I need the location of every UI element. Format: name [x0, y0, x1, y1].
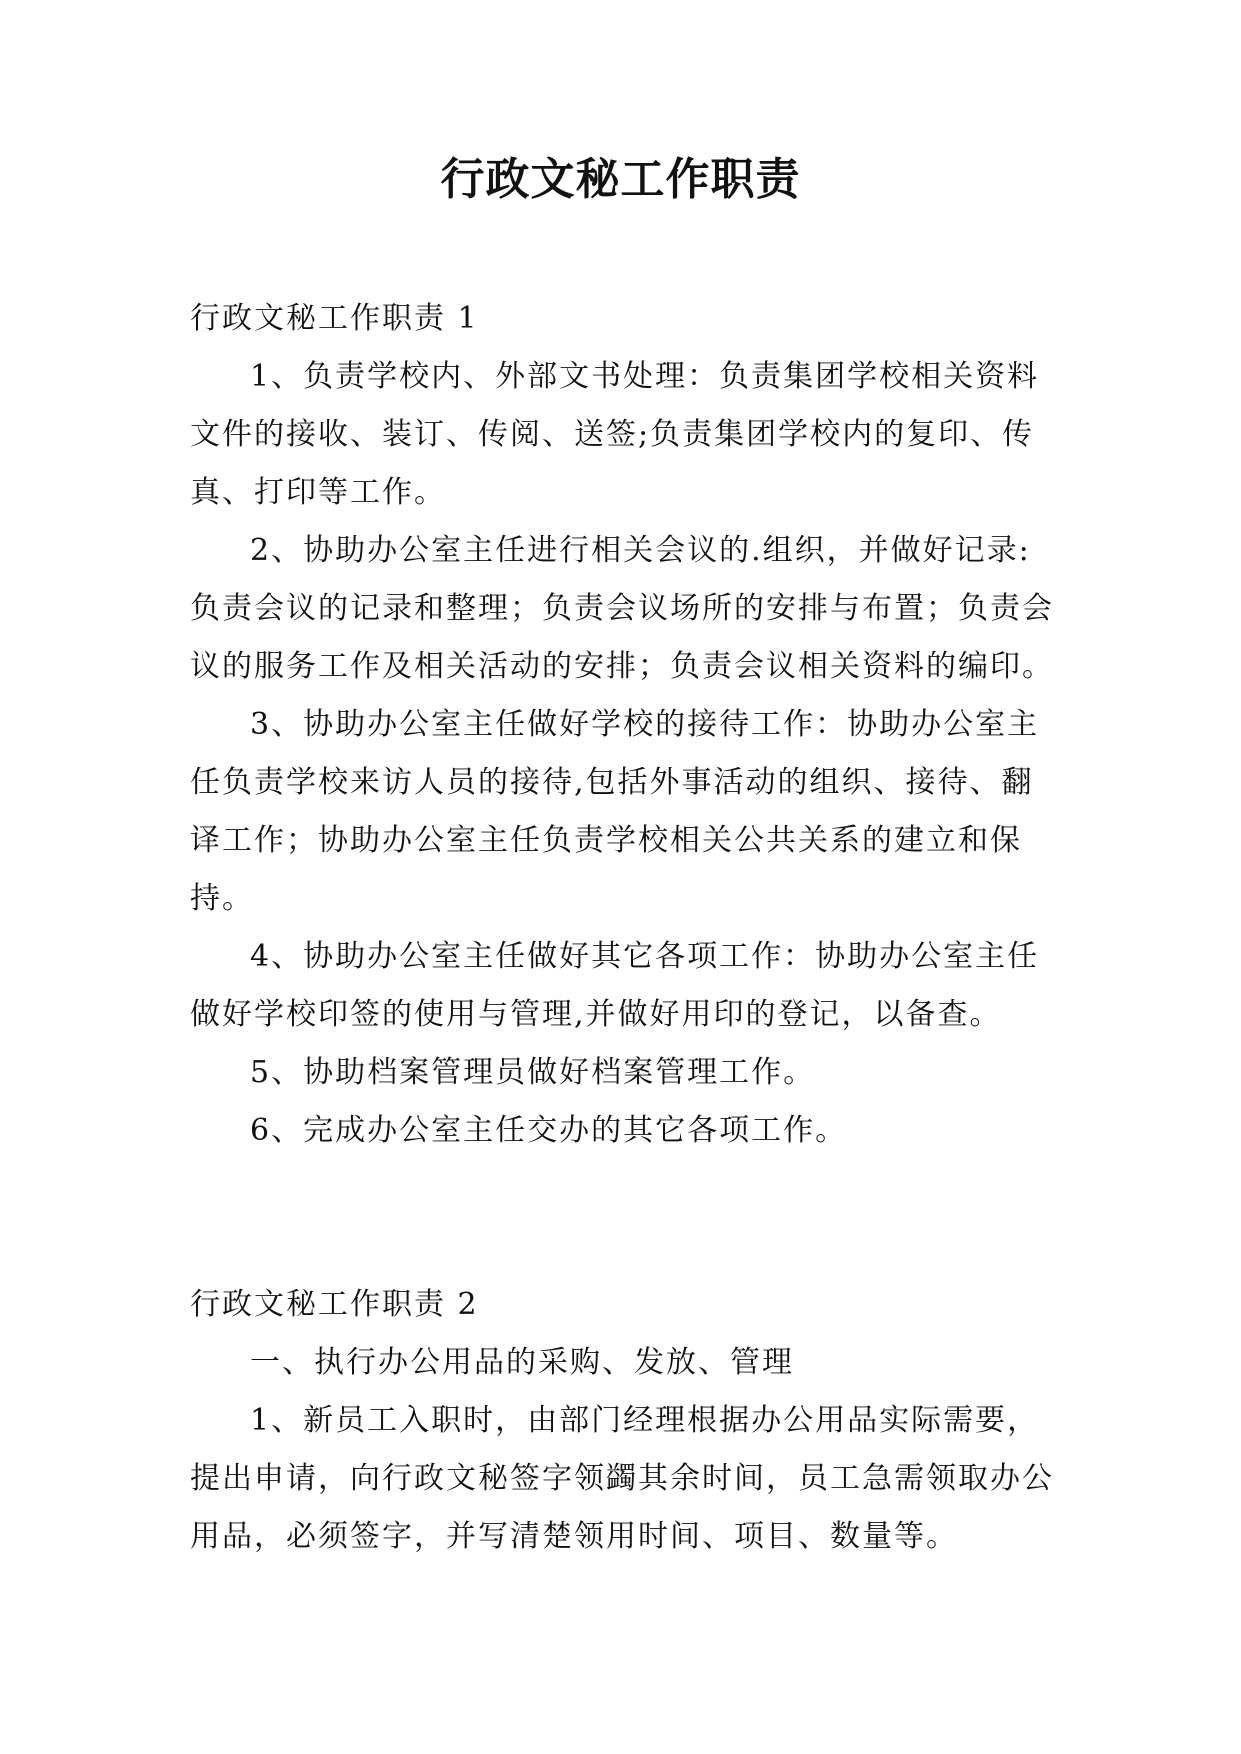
paragraph: 1、负责学校内、外部文书处理：负责集团学校相关资料文件的接收、装订、传阅、送签;负责集团学校内的复印、传真、打印等工作。 — [190, 359, 1040, 510]
paragraph: 4、协助办公室主任做好其它各项工作：协助办公室主任做好学校印签的使用与管理,并做好用印的登记，以备查。 — [190, 939, 1040, 1032]
section-1 — [190, 290, 1055, 1160]
paragraph: 2、协助办公室主任进行相关会议的.组织，并做好记录:负责会议的记录和整理；负责会议场所的安排与布置；负责会议的服务工作及相关活动的安排；负责会议相关资料的编印。 — [190, 533, 1054, 684]
paragraph: 5、协助档案管理员做好档案管理工作。 — [250, 1055, 816, 1090]
paragraph: 一、执行办公用品的采购、发放、管理 — [250, 1345, 794, 1380]
document-title: 行政文秘工作职责 — [440, 154, 801, 205]
paragraph: 3、协助办公室主任做好学校的接待工作：协助办公室主任负责学校来访人员的接待,包括外事活动的组织、接待、翻译工作；协助办公室主任负责学校相关公共关系的建立和保持。 — [190, 707, 1040, 916]
section-2 — [190, 1276, 1055, 1566]
paragraph: 6、完成办公室主任交办的其它各项工作。 — [250, 1113, 848, 1148]
section-heading: 行政文秘工作职责 2 — [190, 1287, 479, 1322]
paragraph: 1、新员工入职时，由部门经理根据办公用品实际需要，提出申请，向行政文秘签字领蠲其余时间，员工急需领取办公用品，必须签字，并写清楚领用时间、项目、数量等。 — [190, 1403, 1054, 1554]
section-heading: 行政文秘工作职责 1 — [190, 301, 479, 336]
